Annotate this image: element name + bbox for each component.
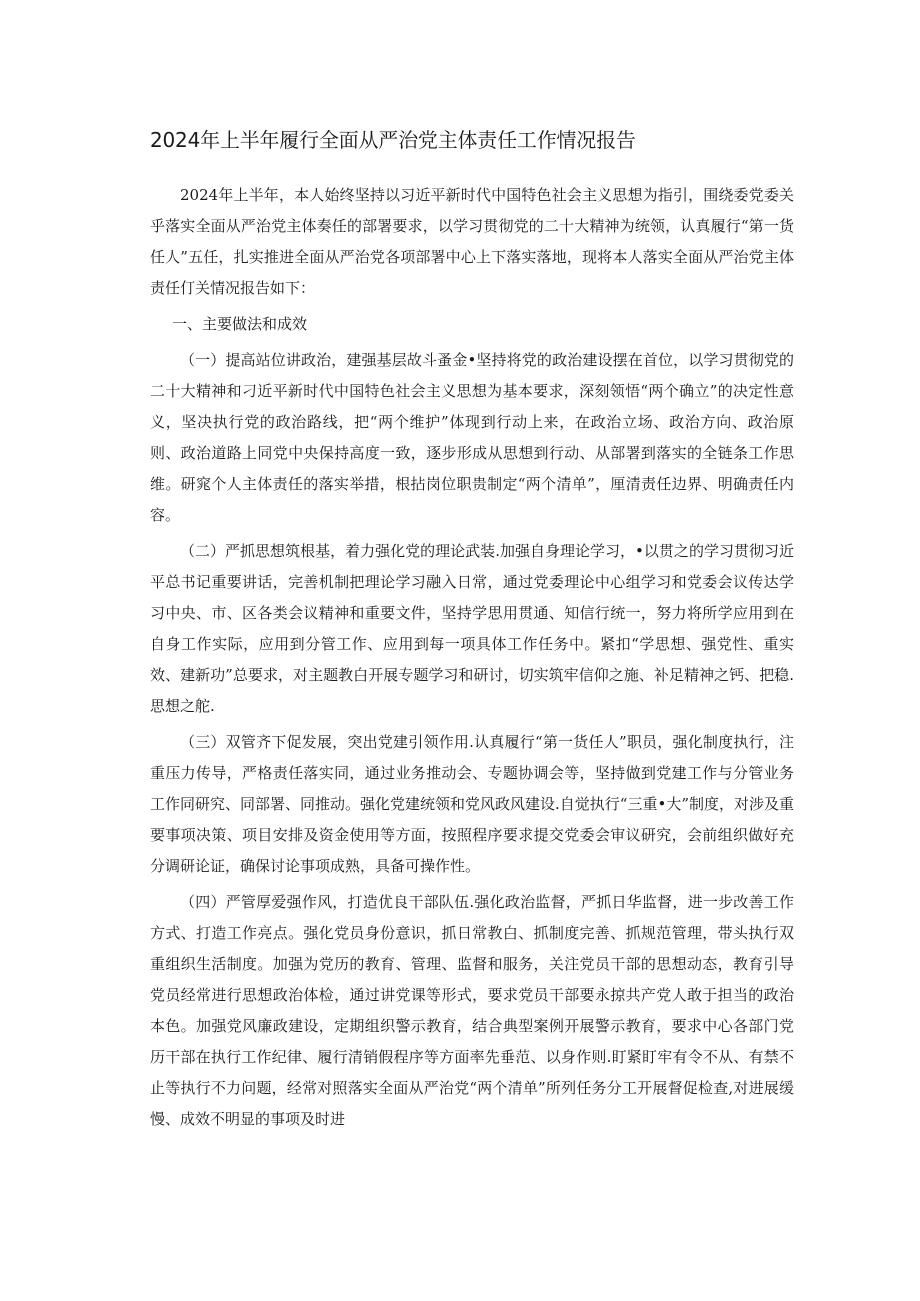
section-heading: 一、主要做法和成效 [172,315,308,333]
paragraph-item-3: （三）双管齐下促发展，突出党建引领作用.认真履行“第一货任人”职员，强化制度执行，注重压力传导，严格责任落实同，通过业务推动会、专题协调会等，坚持做到党建工作与分管业务工作同研究、同部署、同推动。强化党建统领和党风政风建设.自觉执行“三重•大”制度，对涉及重要事项决策、项目安排及资金使用等方面，按照程序要求提交党委会审议研究，会前组织做好充分调研论证，确保讨论事项成熟，具备可操作性。 [150,733,794,875]
document-title: 2024年上半年履行全面从严治党主体责任工作情况报告 [150,128,636,152]
intro-paragraph: 2024年上半年，本人始终坚持以习近平新时代中国特色社会主义思想为指引，围绕委党委关乎落实全面从严治党主体奏任的部署要求，以学习贯彻党的二十大精神为统领，认真履行“第一货任人”五任，扎实推进全面从严治党各项部署中心上下落实落地，现将本人落实全面从严治党主体责任仃关情况报告如下： [150,186,794,297]
paragraph-item-1: （一）提高站位讲政治，建强基层故斗蚤金•坚持将党的政治建设摆在首位，以学习贯彻党的二十大精神和刁近平新时代中国特色社会主义思想为基本要求，深刻领悟“两个确立”的决定性意义，坚决执行党的政治路线，把“两个维护”体现到行动上来，在政治立场、政治方向、政治原则、政治道路上同党中央保持高度一致，逐步形成从思想到行动、从部署到落实的全链条工作思维。研窕个人主体责任的落实举措，根拈岗位职贵制定“两个清单”，厘清责任边界、明确责任内容。 [150,351,794,524]
paragraph-item-4: （四）严管厚爱强作风，打造优良干部队伍.强化政治监督，严抓日华监督，进一步改善工作方式、打造工作亮点。强化党员身份意识，抓日常教白、抓制度完善、抓规范管理，带头执行双重组织生活制度。加强为党历的教育、管理、监督和服务，关注党员干部的思想动态，教育引导党员经常进行思想政治体检，通过讲党课等形式，要求党员干部要永掠共产党人敢于担当的政治本色。加强党风廉政建设，定期组织警示教育，结合典型案例开展警示教育，要求中心各部门党历干部在执行工作纪律、履行清销假程序等方面率先垂范、以身作则.盯紧盯牢有令不从、有禁不止等执行不力问题，经常对照落实全面从严治党“两个清单”所列任务分工开展督促检查,对进展缓慢、成效不明显的事项及时进 [150,893,794,1128]
paragraph-item-2: （二）严抓思想筑根基，着力强化党的理论武装.加强自身理论学习，•以贯之的学习贯彻习近平总书记重要讲话，完善机制把理论学习融入日常，通过党委理论中心组学习和党委会议传达学习中央、市、区各类会议精神和重要文件，坚持学思用贯通、知信行统一，努力将所学应用到在自身工作实际，应用到分管工作、应用到每一项具体工作任务中。紧扣“学思想、强党性、重实效、建新功”总要求，对主题教白开展专题学习和研讨，切实筑牢信仰之施、补足精神之钙、把稳.思想之舵. [150,542,794,715]
document-body [150,180,794,1140]
